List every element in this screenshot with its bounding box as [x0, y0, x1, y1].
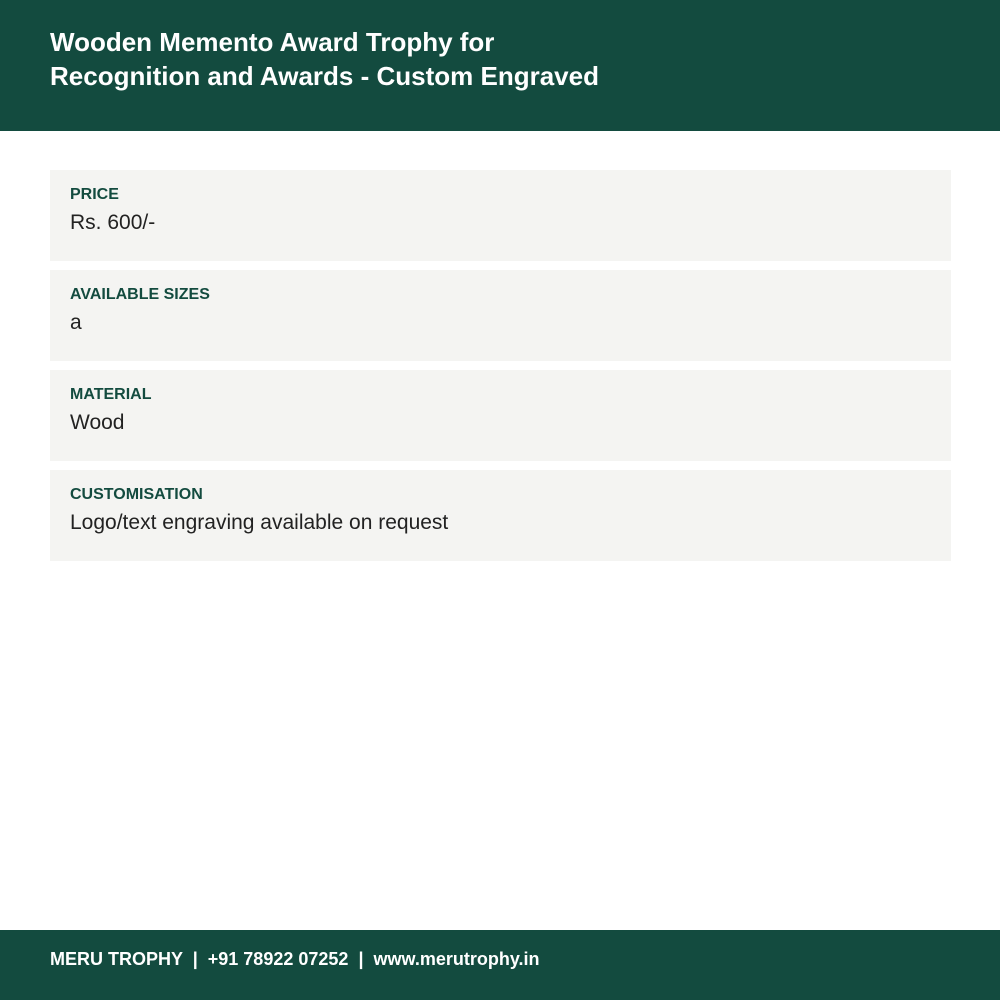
page-title-line-1: Wooden Memento Award Trophy for [50, 27, 495, 57]
page-title-line-2: Recognition and Awards - Custom Engraved [50, 61, 599, 91]
detail-card-customisation [50, 470, 951, 561]
footer-separator-1: | [192, 949, 198, 969]
price-value: Rs. 600/- [70, 211, 156, 234]
footer-bar [0, 930, 1000, 1000]
material-value: Wood [70, 411, 125, 434]
sizes-label: AVAILABLE SIZES [70, 286, 210, 303]
footer-separator-2: | [358, 949, 364, 969]
detail-card-sizes [50, 270, 951, 361]
detail-card-price [50, 170, 951, 261]
material-label: MATERIAL [70, 386, 152, 403]
header-banner [0, 0, 1000, 131]
page-title [50, 25, 599, 93]
footer-brand: MERU TROPHY [50, 949, 183, 969]
sizes-value: a [70, 311, 82, 334]
footer-phone: +91 78922 07252 [207, 949, 349, 969]
price-label: PRICE [70, 186, 119, 203]
footer-website: www.merutrophy.in [373, 949, 540, 969]
customisation-value: Logo/text engraving available on request [70, 511, 449, 534]
footer-contact-line [50, 948, 540, 970]
customisation-label: CUSTOMISATION [70, 486, 203, 503]
detail-card-material [50, 370, 951, 461]
